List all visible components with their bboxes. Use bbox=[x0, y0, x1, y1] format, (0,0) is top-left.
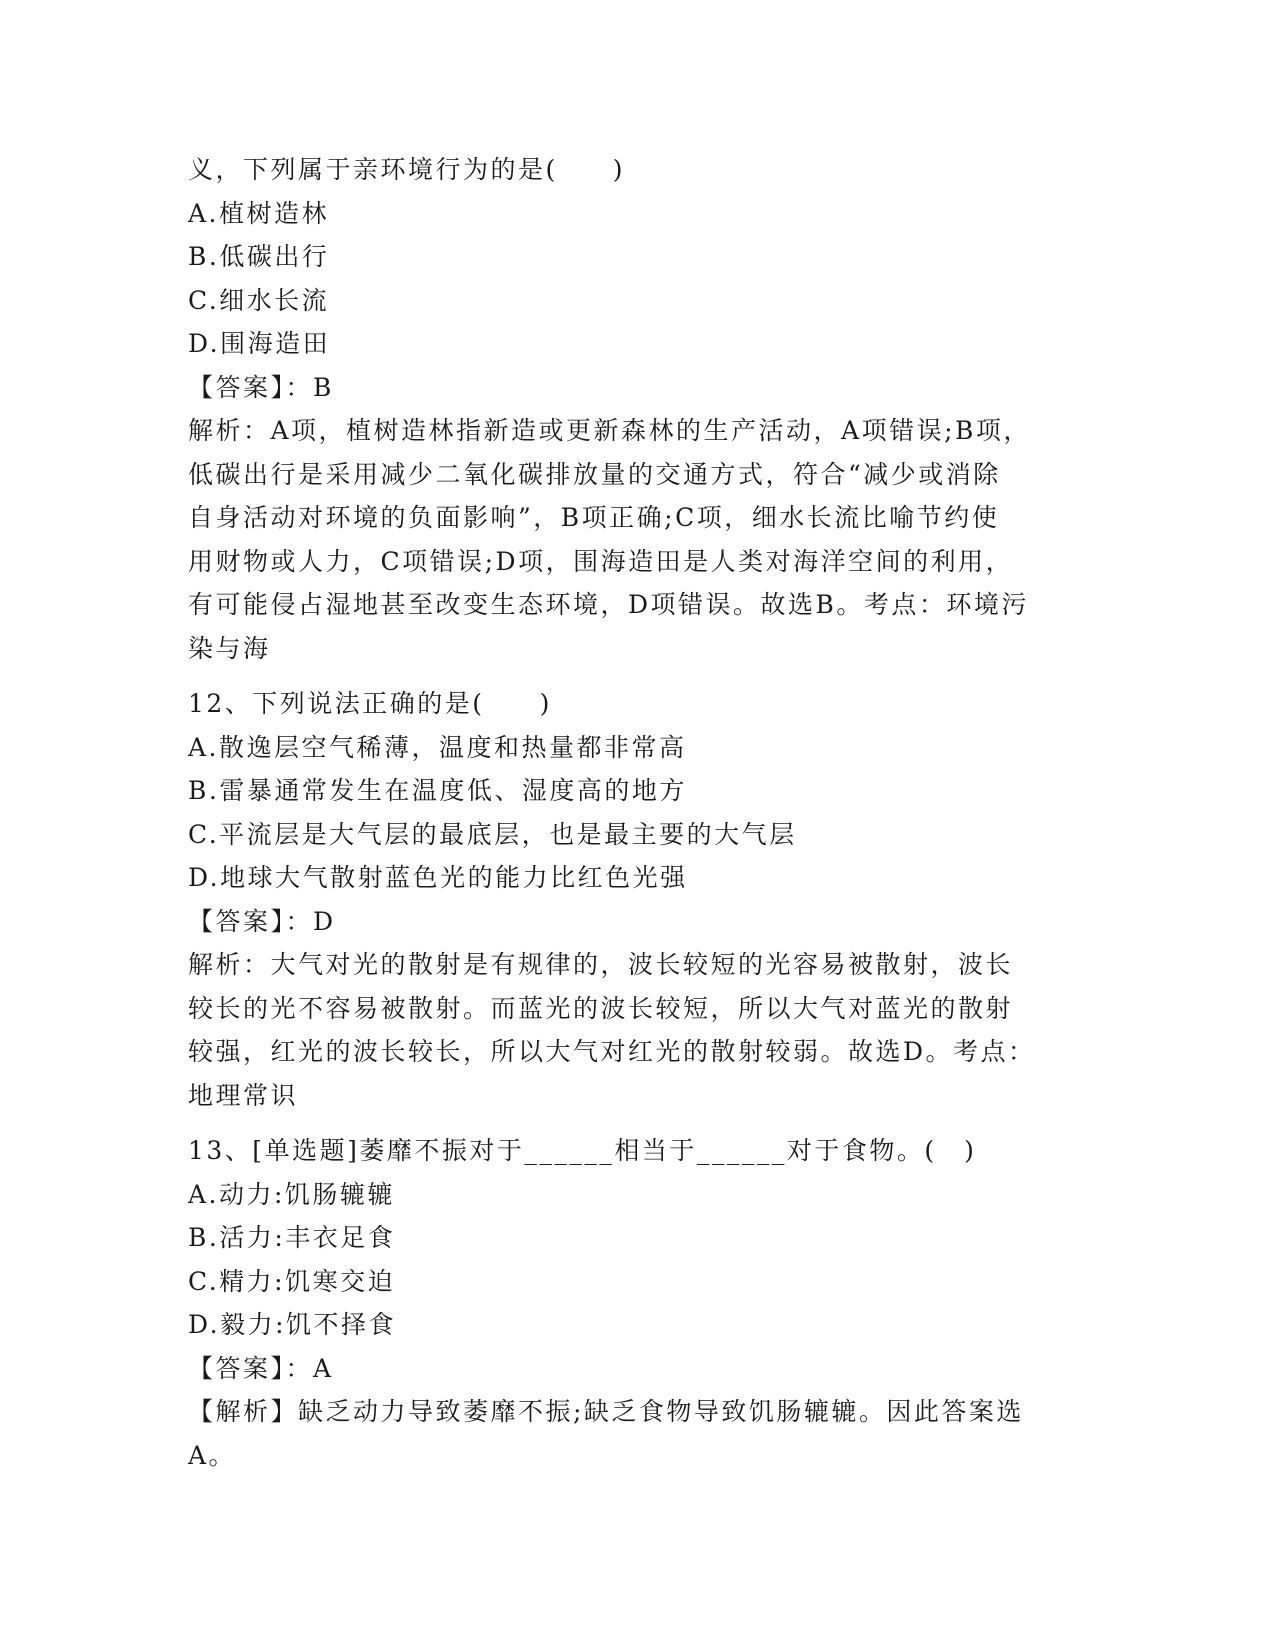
option-a: A.植树造林 bbox=[188, 198, 330, 228]
question-stem: 12、下列说法正确的是( ) bbox=[188, 689, 552, 718]
question-spacer bbox=[188, 1117, 1088, 1129]
option-d: D.地球大气散射蓝色光的能力比红色光强 bbox=[188, 863, 688, 892]
analysis-line: 自身活动对环境的负面影响”，B项正确;C项，细水长流比喻节约使 bbox=[188, 503, 1000, 532]
analysis-line: 解析：大气对光的散射是有规律的，波长较短的光容易被散射，波长 bbox=[188, 950, 1014, 979]
analysis-line: 低碳出行是采用减少二氧化碳排放量的交通方式，符合“减少或消除 bbox=[188, 459, 1001, 489]
question-stem: 义，下列属于亲环境行为的是( ) bbox=[188, 155, 626, 184]
option-a: A.动力:饥肠辘辘 bbox=[188, 1179, 395, 1209]
analysis-line: 较强，红光的波长较长，所以大气对红光的散射较弱。故选D。考点： bbox=[188, 1037, 1036, 1066]
option-b: B.低碳出行 bbox=[188, 242, 330, 271]
option-d: D.围海造田 bbox=[188, 329, 331, 358]
option-c: C.细水长流 bbox=[188, 285, 330, 315]
option-b: B.活力:丰衣足食 bbox=[188, 1223, 396, 1252]
analysis-line: 用财物或人力，C项错误;D项，围海造田是人类对海洋空间的利用， bbox=[188, 546, 1014, 576]
analysis-line: 解析：A项，植树造林指新造或更新森林的生产活动，A项错误;B项， bbox=[188, 416, 1031, 445]
question-spacer bbox=[188, 670, 1088, 682]
option-c: C.精力:饥寒交迫 bbox=[188, 1266, 396, 1296]
question-stem: 13、[单选题]萎靡不振对于______相当于______对于食物。( ) bbox=[188, 1136, 977, 1165]
analysis-line: 地理常识 bbox=[188, 1080, 299, 1110]
question-13 bbox=[188, 1129, 1088, 1477]
analysis-line: 【解析】缺乏动力导致萎靡不振;缺乏食物导致饥肠辘辘。因此答案选 bbox=[188, 1397, 1024, 1426]
answer-line: 【答案】：B bbox=[188, 372, 334, 402]
option-c: C.平流层是大气层的最底层，也是最主要的大气层 bbox=[188, 819, 797, 849]
analysis-line: 有可能侵占湿地甚至改变生态环境，D项错误。故选B。考点：环境污 bbox=[188, 590, 1029, 619]
analysis-line: A。 bbox=[188, 1440, 237, 1470]
analysis-line: 染与海 bbox=[188, 633, 271, 663]
answer-line: 【答案】：D bbox=[188, 906, 336, 936]
option-b: B.雷暴通常发生在温度低、湿度高的地方 bbox=[188, 776, 687, 805]
question-content bbox=[188, 148, 1088, 1477]
question-11 bbox=[188, 148, 1088, 670]
analysis-line: 较长的光不容易被散射。而蓝光的波长较短，所以大气对蓝光的散射 bbox=[188, 993, 1014, 1023]
answer-line: 【答案】：A bbox=[188, 1353, 334, 1383]
option-a: A.散逸层空气稀薄，温度和热量都非常高 bbox=[188, 732, 687, 762]
option-d: D.毅力:饥不择食 bbox=[188, 1310, 397, 1339]
question-12 bbox=[188, 682, 1088, 1117]
